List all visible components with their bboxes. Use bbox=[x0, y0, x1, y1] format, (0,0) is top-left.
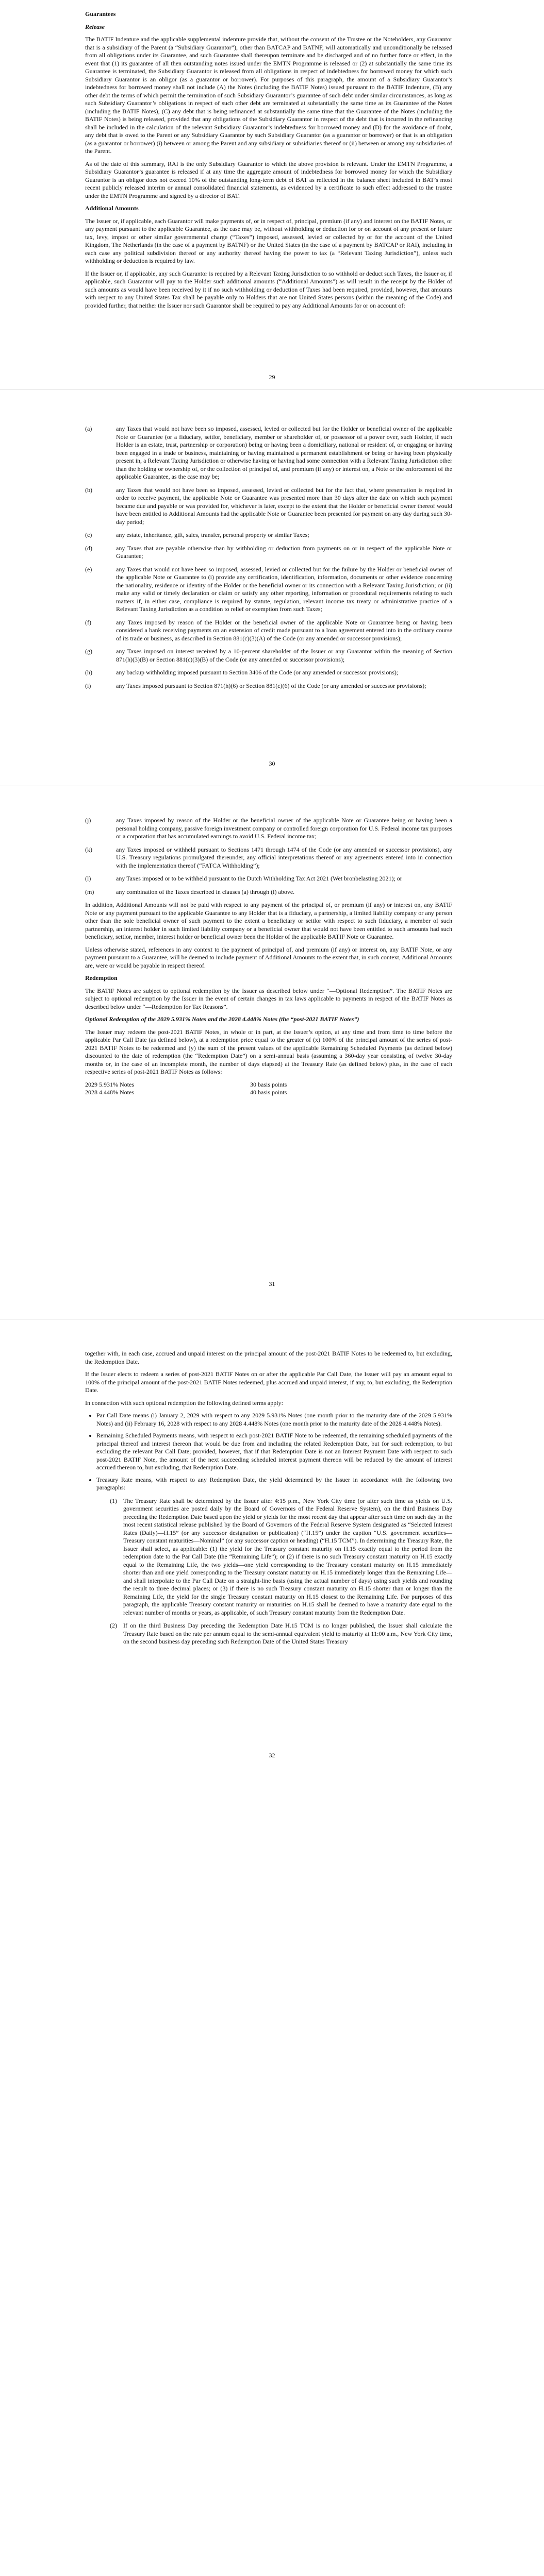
list-item: (m) any combination of the Taxes described in clauses (a) through (l) above. bbox=[85, 888, 295, 895]
list-item: (h) any backup withholding imposed pursuant to Section 3406 of the Code (or any amended or successor provisions); bbox=[85, 669, 399, 676]
page-number: 30 bbox=[269, 760, 275, 767]
page-30 bbox=[0, 399, 544, 781]
list-item: (d) any Taxes that are payable otherwise than by withholding or deduction from payments on or in respect of the applicable Note or Guarantee; bbox=[85, 544, 452, 560]
spread-table bbox=[85, 1081, 452, 1097]
release-paragraph-1: The BATIF Indenture and the applicable supplemental indenture provide that, without the consent of the Trustee or the Noteholders, any Guarantor that is a subsidiary of the Parent (a “Subsidiary Guarantor”), other than BATCAP and BATNF, will automatically and unconditionally be released from all obligations under its Guarantee, and such Guarantee shall thereupon terminate and be discharged and of no further force or effect, in the event that (1) its guarantee of all then outstanding notes issued under the EMTN Programme is released or (2) at substantially the same time its Guarantee is terminated, the Subsidiary Guarantor is released from all obligations in respect of indebtedness for borrowed money for which such Subsidiary Guarantor is an obligor (as a guarantor or borrower). For purposes of this paragraph, the amount of a Subsidiary Guarantor’s indebtedness for borrowed money shall not include (A) the Notes (including the BATIF Notes) issued pursuant to the BATIF Indenture, (B) any other debt the terms of which permit the termination of such Subsidiary Guarantor’s guarantee of such debt under similar circumstances, as long as such Subsidiary Guarantor’s obligations in respect of such other debt are terminated at substantially the same time as its Guarantee of the Notes (including the BATIF Notes), (C) any debt that is being refinanced at substantially the same time that the Guarantee of the Notes (including the BATIF Notes) is being released, provided that any obligations of the Subsidiary Guarantor in respect of the debt that is incurred in the refinancing shall be included in the calculation of the relevant Subsidiary Guarantor’s indebtedness for borrowed money and (D) for the avoidance of doubt, any debt that is owed to the Parent or any Subsidiary Guarantor by such Subsidiary Guarantor (as a guarantor or borrower) or that is an obligation (as a guarantor or borrower) (i) between or among the Parent and any subsidiary or subsidiaries thereof or (ii) between or among any subsidiaries of the Parent. bbox=[85, 36, 452, 155]
page-30-content bbox=[85, 425, 452, 695]
list-item: (g) any Taxes imposed on interest received by a 10-percent shareholder of the Issuer or any Guarantor within the meaning of Section 871(h)(3)(B) or Section 881(c)(3)(B) of the Code (or any amended or successor provisions); bbox=[85, 648, 452, 663]
page-32 bbox=[0, 1329, 544, 1844]
page-number: 31 bbox=[269, 1280, 275, 1287]
page-31-content bbox=[85, 817, 452, 1102]
table-row: 2029 5.931% Notes 30 basis points bbox=[85, 1080, 287, 1088]
release-heading: Release bbox=[85, 23, 105, 30]
table-row: 2028 4.448% Notes 40 basis points bbox=[85, 1089, 287, 1096]
page-32-paragraph-3: In connection with such optional redemption the following defined terms apply: bbox=[85, 1399, 283, 1406]
page-number: 32 bbox=[269, 1752, 275, 1759]
list-item: (f) any Taxes imposed by reason of the Holder or the beneficial owner of the applicable Note or Guarantee being or having been considered a bank receiving payments on an extension of credit made pursuant to a loan agreement entered into in the ordinary course of its trade or business, as described in Section 881(c)(3)(A) of the Code (or any amended or successor provisions); bbox=[85, 618, 452, 642]
additional-amounts-paragraph-4: Unless otherwise stated, references in any context to the payment of principal of, and premium (if any) or interest on, any BATIF Note, or any payment pursuant to a Guarantee, will be deemed to include payment of Additional Amounts to the extent that, in such context, Additional Amounts are, were or would be payable in respect thereof. bbox=[85, 945, 452, 969]
optional-redemption-heading: Optional Redemption of the 2029 5.931% Notes and the 2028 4.448% Notes (the “post-2021 BATIF Notes”) bbox=[85, 1015, 359, 1023]
list-item: (b) any Taxes that would not have been so imposed, assessed, levied or collected but for the fact that, where presentation is required in order to receive payment, the applicable Note or Guarantee was presented more than 30 days after the date on which such payment became due and payable or was provided for, whichever is later, except to the extent that the Holder or beneficial owner thereof would have been entitled to Additional Amounts had the applicable Note or Guarantee been presented for payment on any day during such 30-day period; bbox=[85, 486, 452, 526]
page-29-content bbox=[85, 10, 452, 314]
list-item: (i) any Taxes imposed pursuant to Section 871(h)(6) or Section 881(c)(6) of the Code (or any amended or successor provisions); bbox=[85, 682, 426, 689]
definitions-list bbox=[85, 1412, 452, 1492]
list-item: (1) The Treasury Rate shall be determined by the Issuer after 4:15 p.m., New York City time (or after such time as yields on U.S. government securities are posted daily by the Board of Governors of the Federal Reserve System), on the third Business Day preceding the Redemption Date based upon the yield or yields for the most recent day that appear after such time on such day in the most recent statistical release published by the Board of Governors of the Federal Reserve System designated as “Selected Interest Rates (Daily)—H.15” (or any successor designation or publication) (“H.15”) under the caption “U.S. government securities—Treasury constant maturities—Nominal” (or any successor caption or heading) (“H.15 TCM”). In determining the Treasury Rate, the Issuer shall select, as applicable: (1) the yield for the Treasury constant maturity on H.15 exactly equal to the period from the redemption date to the Par Call Date (the “Remaining Life”); or (2) if there is no such Treasury constant maturity on H.15 exactly equal to the Remaining Life, the two yields—one yield corresponding to the Treasury constant maturity on H.15 immediately shorter than and one yield corresponding to the Treasury constant maturity on H.15 immediately longer than the Remaining Life—and shall interpolate to the Par Call Date on a straight-line basis (using the actual number of days) using such yields and rounding the result to three decimal places; or (3) if there is no such Treasury constant maturity on H.15 shorter than or longer than the Remaining Life, the yield for the single Treasury constant maturity on H.15 closest to the Remaining Life. For purposes of this paragraph, the applicable Treasury constant maturity or maturities on H.15 shall be deemed to have a maturity date equal to the relevant number of months or years, as applicable, of such Treasury constant maturity from the Redemption Date. bbox=[110, 1497, 452, 1616]
page-number: 29 bbox=[269, 374, 275, 381]
page-32-content bbox=[85, 1350, 452, 1651]
list-item: (c) any estate, inheritance, gift, sales, transfer, personal property or similar Taxes; bbox=[85, 531, 309, 538]
page-31 bbox=[0, 796, 544, 1311]
optional-redemption-paragraph-1: The Issuer may redeem the post-2021 BATIF Notes, in whole or in part, at the Issuer’s option, at any time and from time to time before the applicable Par Call Date (as defined below), at a redemption price equal to the greater of (x) 100% of the principal amount of the series of post-2021 BATIF Notes to be redeemed and (y) the sum of the present values of the applicable Remaining Scheduled Payments (as defined below) discounted to the date of redemption (the “Redemption Date”) on a semi-annual basis (assuming a 360-day year consisting of twelve 30-day months or, in the case of an incomplete month, the number of days elapsed) at the Treasury Rate (as defined below) plus, in the case of each respective series of post-2021 BATIF Notes as follows: bbox=[85, 1028, 452, 1075]
list-item: (k) any Taxes imposed or withheld pursuant to Sections 1471 through 1474 of the Code (or any amended or successor provisions), any U.S. Treasury regulations promulgated thereunder, any official interpretations thereof or any agreements entered into in connection with the implementation thereof (“FATCA Withholding”); bbox=[85, 845, 452, 869]
list-item: • Treasury Rate means, with respect to any Redemption Date, the yield determined by the Issuer in accordance with the following two paragraphs: bbox=[96, 1476, 452, 1492]
release-paragraph-2: As of the date of this summary, RAI is the only Subsidiary Guarantor to which the above provision is relevant. Under the EMTN Programme, a Subsidiary Guarantor’s guarantee is released if at any time the aggregate amount of indebtedness for borrowed money for which the Subsidiary Guarantor is an obligor does not exceed 10% of the outstanding long-term debt of BAT as reflected in the balance sheet included in BAT’s most recent publicly released interim or annual consolidated financial statements, as evidenced by a certificate to such effect addressed to the trustee under the EMTN Programme and signed by a director of BAT. bbox=[85, 160, 452, 199]
additional-amounts-paragraph-2: If the Issuer or, if applicable, any such Guarantor is required by a Relevant Taxing Jurisdiction to so withhold or deduct such Taxes, the Issuer or, if applicable, such Guarantor will pay to the Holder such additional amounts (“Additional Amounts”) as will result in the receipt by the Holder of such amounts as would have been received by it if no such withholding or deduction of Taxes had been required, provided, however, that amounts with respect to any United States Tax shall be payable only to Holders that are not United States persons (within the meaning of the Code) and provided further, that neither the Issuer nor such Guarantor shall be required to pay any Additional Amounts for or on account of: bbox=[85, 269, 452, 309]
list-item: (2) If on the third Business Day preceding the Redemption Date H.15 TCM is no longer published, the Issuer shall calculate the Treasury Rate based on the rate per annum equal to the semi-annual equivalent yield to maturity at 11:00 a.m., New York City time, on the second business day preceding such Redemption Date of the United States Treasury bbox=[110, 1622, 452, 1645]
list-item: (a) any Taxes that would not have been so imposed, assessed, levied or collected but for the Holder or beneficial owner of the applicable Note or Guarantee (or a fiduciary, settlor, beneficiary, member or shareholder of, or possessor of a power over, such Holder, if such Holder is an estate, trust, partnership or corporation) being or having been a domiciliary, national or resident of, or engaging or having been engaged in a trade or business, maintaining or having maintained a permanent establishment or being or having been physically present in, a Relevant Taxing Jurisdiction or otherwise having or having had some connection with a Relevant Taxing Jurisdiction other than the holding or ownership of, or the collection of principal of, and premium (if any) or interest on, a Note or the enforcement of the applicable Guarantee, as the case may be; bbox=[85, 425, 452, 480]
list-item: (j) any Taxes imposed by reason of the Holder or the beneficial owner of the applicable Note or Guarantee being or having been a personal holding company, passive foreign investment company or controlled foreign corporation for U.S. Federal income tax purposes or a corporation that has accumulated earnings to avoid U.S. Federal income tax; bbox=[85, 817, 452, 840]
additional-amounts-heading: Additional Amounts bbox=[85, 205, 139, 212]
page-32-paragraph-1: together with, in each case, accrued and unpaid interest on the principal amount of the post-2021 BATIF Notes to be redeemed to, but excluding, the Redemption Date. bbox=[85, 1350, 452, 1365]
redemption-heading: Redemption bbox=[85, 974, 118, 981]
additional-amounts-paragraph-3: In addition, Additional Amounts will not be paid with respect to any payment of the principal of, or premium (if any) or interest on, any BATIF Note or any payment pursuant to the applicable Guarantee to any Holder that is a fiduciary, a partnership, a limited liability company or any person other than the sole beneficial owner of such payment to the extent a beneficiary or settlor with respect to such fiduciary, a member of such partnership, an interest holder in such limited liability company or a beneficial owner that would not have been entitled to such amounts had such beneficiary, settlor, member, interest holder or beneficial owner been the Holder of the applicable BATIF Note or Guarantee. bbox=[85, 901, 452, 940]
page-32-paragraph-2: If the Issuer elects to redeem a series of post-2021 BATIF Notes on or after the applicable Par Call Date, the Issuer will pay an amount equal to 100% of the principal amount of the post-2021 BATIF Notes redeemed, plus accrued and unpaid interest, if any, to, but excluding, the Redemption Date. bbox=[85, 1370, 452, 1394]
additional-amounts-paragraph-1: The Issuer or, if applicable, each Guarantor will make payments of, or in respect of, principal, premium (if any) and interest on the BATIF Notes, or any payment pursuant to the applicable Guarantee, as the case may be, without withholding or deduction for or on account of any present or future tax, levy, impost or other similar governmental charge (“Taxes”) imposed, assessed, levied or collected by or for the account of the United Kingdom, The Netherlands (in the case of a payment by BATNF) or the United States (in the case of a payment by BATCAP or RAI), including in each case any political subdivision thereof or any authority thereof having the power to tax (a “Relevant Taxing Jurisdiction”), unless such withholding or deduction is required by law. bbox=[85, 217, 452, 264]
list-item: • Par Call Date means (i) January 2, 2029 with respect to any 2029 5.931% Notes (one month prior to the maturity date of the 2029 5.931% Notes) and (ii) February 16, 2028 with respect to any 2028 4.448% Notes (one month prior to the maturity date of the 2028 4.448% Notes). bbox=[96, 1412, 452, 1428]
guarantees-heading: Guarantees bbox=[85, 10, 116, 18]
redemption-paragraph-1: The BATIF Notes are subject to optional redemption by the Issuer as described below under “—Optional Redemption”. The BATIF Notes are subject to optional redemption by the Issuer in the event of certain changes in tax laws applicable to payments in respect of the BATIF Notes as described below under “—Redemption for Tax Reasons”. bbox=[85, 987, 452, 1010]
list-item: (e) any Taxes that would not have been so imposed, assessed, levied or collected but for the failure by the Holder or beneficial owner of the applicable Note or Guarantee to (i) provide any certification, identification, information, documents or other evidence concerning the nationality, residence or identity of the Holder or the beneficial owner or its connection with a Relevant Taxing Jurisdiction; or (ii) make any valid or timely declaration or claim or satisfy any other reporting, information or procedural requirements relating to such matters if, in either case, compliance is required by statute, regulation, relevant income tax treaty or administrative practice of a Relevant Taxing Jurisdiction as a condition to relief or exemption from such Taxes; bbox=[85, 565, 452, 613]
list-item: (l) any Taxes imposed or to be withheld pursuant to the Dutch Withholding Tax Act 2021 (Wet bronbelasting 2021); or bbox=[85, 875, 402, 882]
list-item: • Remaining Scheduled Payments means, with respect to each post-2021 BATIF Note to be redeemed, the remaining scheduled payments of the principal thereof and interest thereon that would be due from and including the related Redemption Date, but for such redemption, to but excluding the relevant Par Call Date; provided, however, that if that Redemption Date is not an Interest Payment Date with respect to such post-2021 BATIF Note, the amount of the next succeeding scheduled interest payment thereon will be reduced by the amount of interest accrued thereon to, but excluding, that Redemption Date. bbox=[96, 1432, 452, 1472]
